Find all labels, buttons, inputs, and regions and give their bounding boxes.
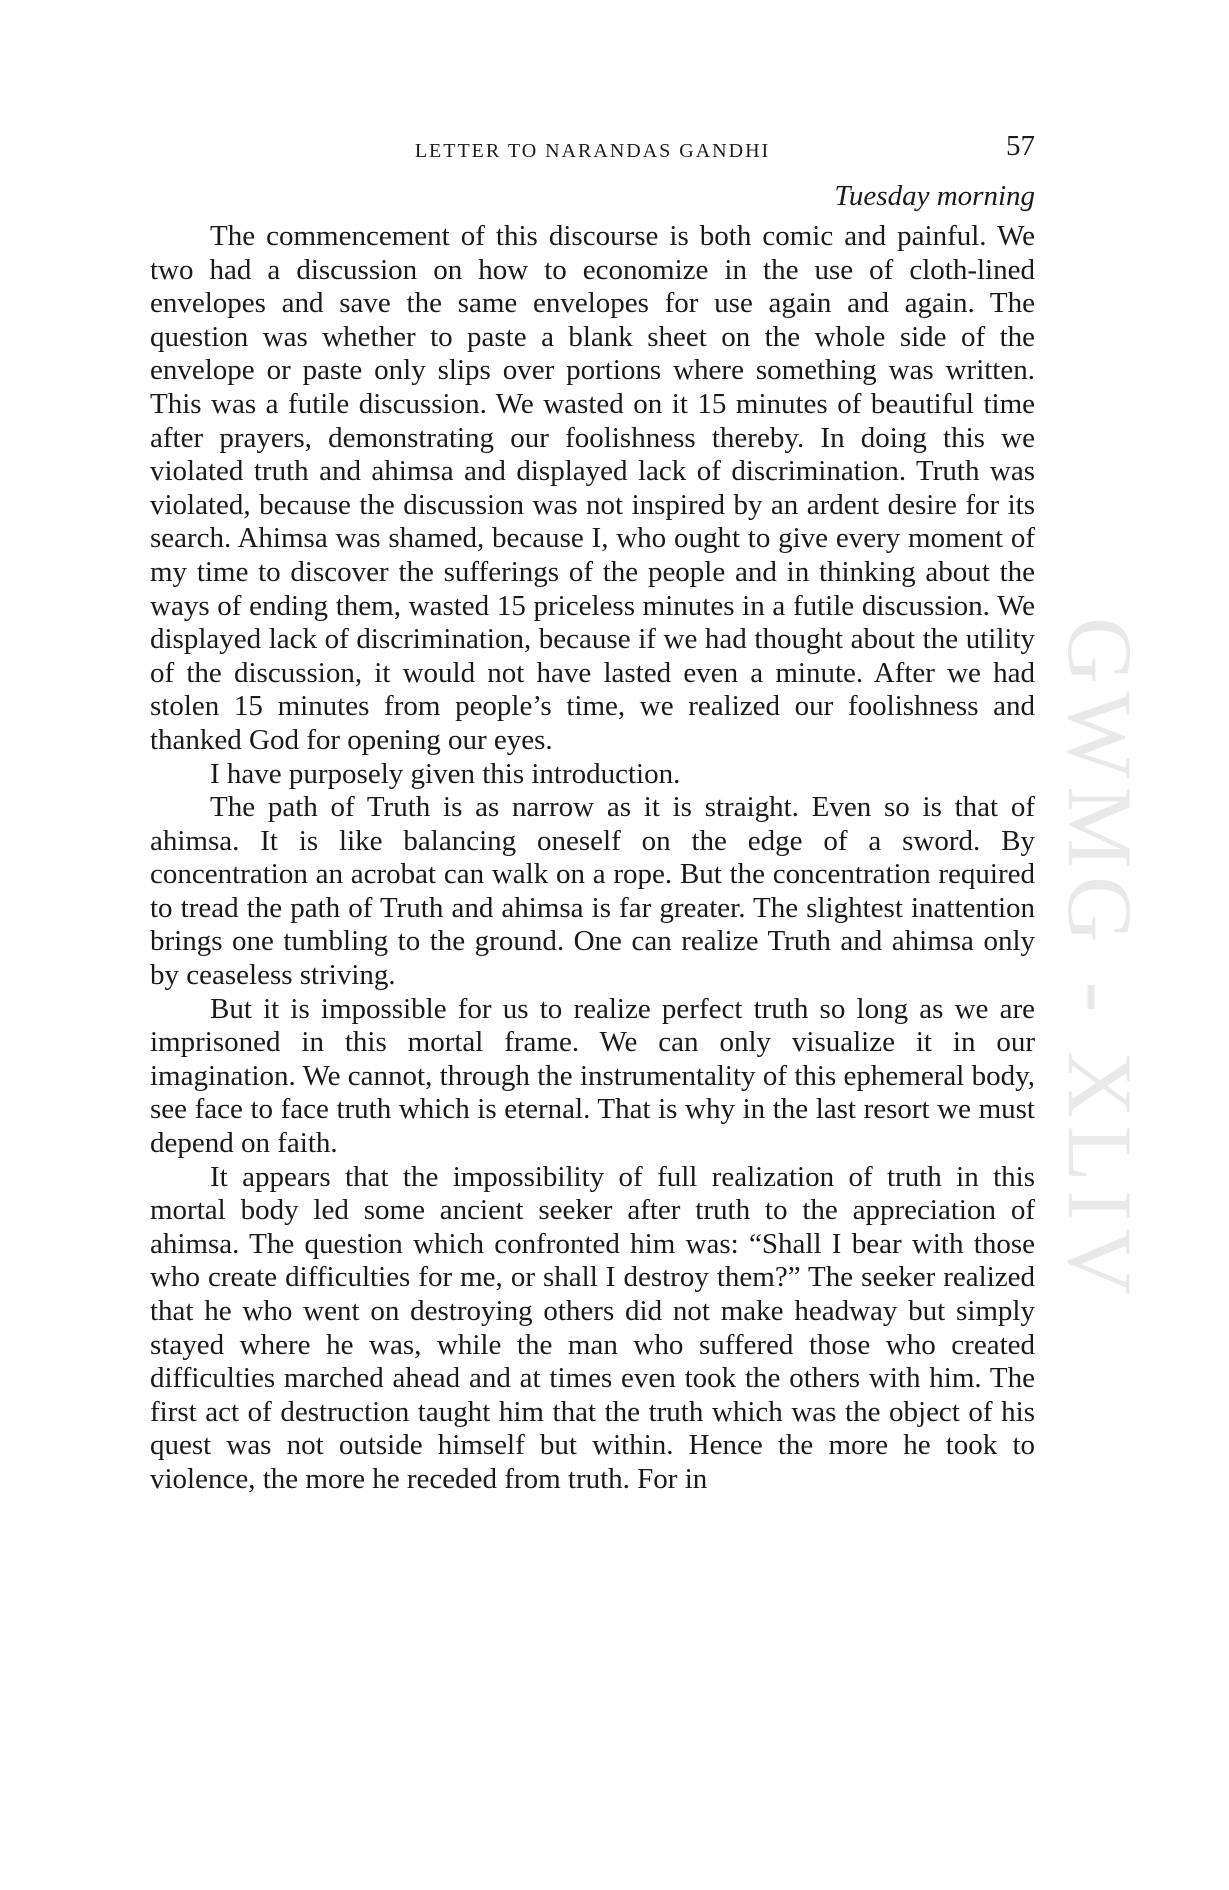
- paragraph: The commencement of this discourse is both comic and painful. We two had a discussion on how to economize in the use of cloth-lined envelopes and save the same envelopes for use again and again. The question was whether to paste a blank sheet on the whole side of the envelope or paste only slips over portions where something was written. This was a futile discussion. We wasted on it 15 minutes of beautiful time after prayers, demonstrating our foolishness thereby. In doing this we violated truth and ahimsa and displayed lack of discrimination. Truth was violated, because the discussion was not inspired by an ardent desire for its search. Ahimsa was shamed, because I, who ought to give every moment of my time to discover the sufferings of the people and in thinking about the ways of ending them, wasted 15 priceless minutes in a futile discussion. We displayed lack of discrimination, because if we had thought about the utility of the discussion, it would not have lasted even a minute. After we had stolen 15 minutes from people’s time, we realized our foolishness and thanked God for opening our eyes.: [150, 220, 1035, 756]
- dateline: Tuesday morning: [834, 180, 1035, 212]
- paragraph: But it is impossible for us to realize perfect truth so long as we are imprisoned in this mortal frame. We can only visualize it in our imagination. We cannot, through the instrumentality of this ephemeral body, see face to face truth which is eternal. That is why in the last resort we must depend on faith.: [150, 992, 1035, 1160]
- watermark-text: GWMG - XLIV: [1049, 617, 1151, 1303]
- paragraph: The path of Truth is as narrow as it is straight. Even so is that of ahimsa. It is like balancing oneself on the edge of a sword. By concentration an acrobat can walk on a rope. But the concentration required to tread the path of Truth and ahimsa is far greater. The slightest inattention brings one tumbling to the ground. One can realize Truth and ahimsa only by ceaseless striving.: [150, 791, 1035, 992]
- page-header: [150, 130, 1035, 170]
- paragraph: It appears that the impossibility of full realization of truth in this mortal body led some ancient seeker after truth to the appreciation of ahimsa. The question which confronted him was: “Shall I bear with those who create difficulties for me, or shall I destroy them?” The seeker realized that he who went on destroying others did not make headway but simply stayed where he was, while the man who suffered those who created difficulties marched ahead and at times even took the others with him. The first act of destruction taught him that the truth which was the object of his quest was not outside himself but within. Hence the more he took to violence, the more he receded from truth. For in: [150, 1160, 1035, 1495]
- letter-body: [150, 220, 1035, 1497]
- running-head: LETTER TO NARANDAS GANDHI: [414, 140, 771, 162]
- page-number: 57: [1006, 130, 1035, 162]
- watermark: [1049, 470, 1151, 1450]
- paragraph: I have purposely given this introduction.: [210, 757, 681, 790]
